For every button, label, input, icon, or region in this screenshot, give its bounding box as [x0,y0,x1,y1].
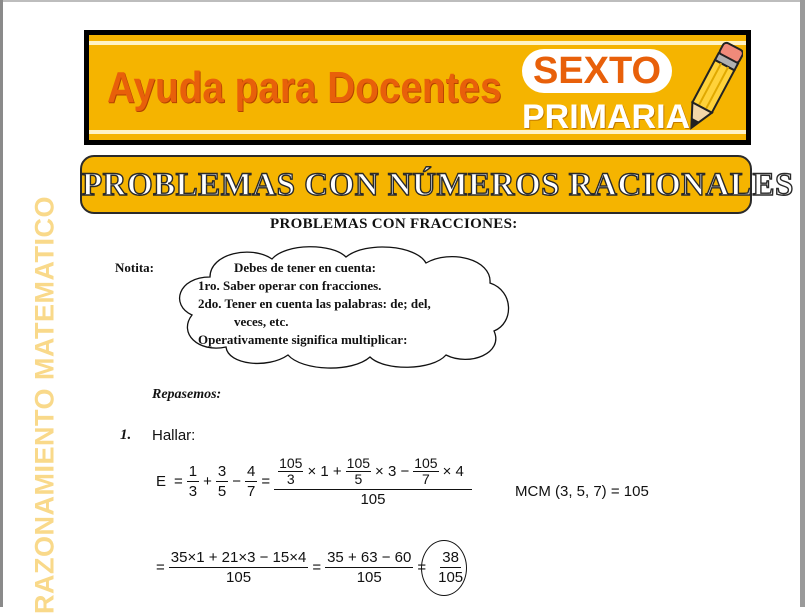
header-banner [84,30,751,145]
mult-3: × 3 − [375,463,410,480]
notita-label: Notita: [115,260,154,275]
mult-4: × 4 [442,463,464,480]
notita-line-4: veces, etc. [234,314,289,329]
grade-top-label: SEXTO [532,50,662,92]
window-top-border [0,0,805,2]
section-subtitle: PROBLEMAS CON FRACCIONES: [270,216,518,232]
eq-sign: = [174,473,183,490]
fraction-1-3: $\frac{1}{3}$ [188,463,198,500]
grade-badge [522,49,691,137]
minus-sign: − [232,473,241,490]
title-bar [80,155,794,214]
fraction-summed: $\frac{35 + 63 - 60}{105}$ [327,549,412,586]
grade-top-pill [522,49,672,93]
answer-circle [421,540,467,596]
problem-number: 1. [120,427,132,443]
fraction-result: $\frac{38}{105}$ [438,549,464,586]
eq-sign-2: = [261,473,271,490]
fraction-3-5: $\frac{3}{5}$ [217,463,227,500]
side-watermark: RAZONAMIENTO MATEMATICO [29,196,60,614]
mult-1: × 1 + [307,463,342,480]
notita-line-3: 2do. Tener en cuenta las palabras: de; del, [198,296,431,311]
page-title: PROBLEMAS CON NÚMEROS RACIONALES [82,167,794,203]
banner-title: Ayuda para Docentes [107,63,502,112]
notita-line-1: Debes de tener en cuenta: [234,260,377,275]
sub-fraction-105-5: $\frac{105}{5}$ [346,455,371,487]
mcm-note: MCM (3, 5, 7) = 105 [515,483,649,500]
fraction-4-7: $\frac{4}{7}$ [247,463,256,500]
pencil-icon [681,39,743,139]
banner-stripe-top [89,41,746,45]
eq-sign-3: = [156,559,165,576]
sub-fraction-105-7: $\frac{105}{7}$ [414,455,438,487]
repasemos-heading: Repasemos: [152,387,222,402]
fraction-expanded: $\frac{35\times 1 + 21\times 3 - 15\times 4}{105}$ [170,549,307,586]
notita-line-2: 1ro. Saber operar con fracciones. [198,278,382,293]
var-E: E [156,473,167,490]
notita-line-5: Operativamente significa multiplicar: [198,332,408,347]
grade-bottom [522,97,691,137]
window-left-border [0,0,3,607]
equation-line-2 [152,549,465,586]
plus-sign: + [203,473,212,490]
sub-fraction-105-3: $\frac{105}{3}$ [279,455,303,487]
compound-fraction [274,455,472,508]
equation-line-1 [152,455,472,508]
eq-sign-5: = [417,559,427,576]
banner-background [89,35,746,140]
grade-bottom-label: PRIMARIA [522,98,691,136]
eq-sign-4: = [312,559,322,576]
problem-text: Hallar: [152,427,196,444]
window-right-border [800,0,805,607]
compound-denominator: 105 [360,491,386,508]
